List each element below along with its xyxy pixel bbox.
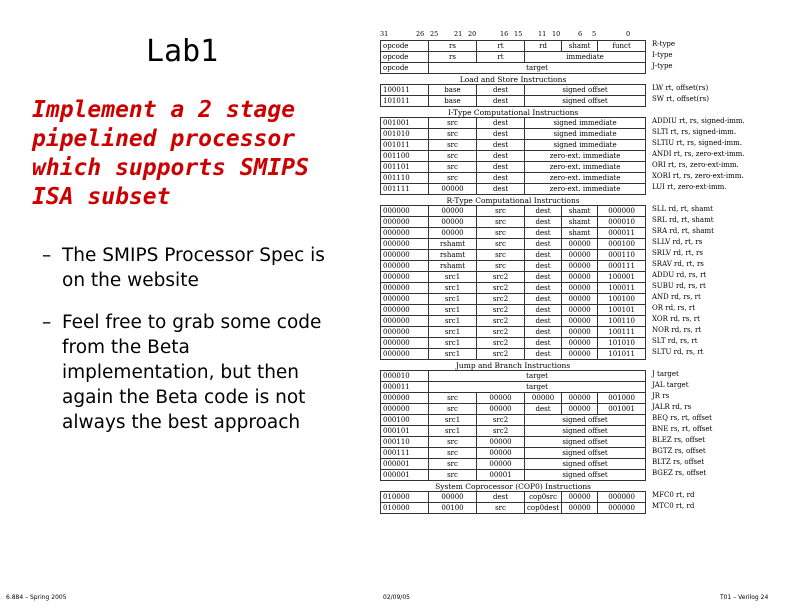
field-cell: 000000 xyxy=(598,492,646,503)
encoding-row xyxy=(381,63,646,74)
field-cell: rt xyxy=(477,41,525,52)
opcode-cell: opcode xyxy=(381,63,429,74)
field-cell: 00000 xyxy=(562,250,598,261)
instruction-mnemonic: SW rt, offset(rs) xyxy=(652,95,709,103)
field-cell: 00000 xyxy=(562,338,598,349)
field-cell: 00100 xyxy=(429,503,477,514)
field-cell: 000010 xyxy=(598,217,646,228)
field-cell: dest xyxy=(525,261,562,272)
slide-title: Lab1 xyxy=(146,34,219,69)
field-cell: rs xyxy=(429,52,477,63)
field-cell: src1 xyxy=(429,426,477,437)
opcode-cell: 001010 xyxy=(381,129,429,140)
field-cell: dest xyxy=(525,272,562,283)
field-cell: src1 xyxy=(429,305,477,316)
smips-isa-table-figure xyxy=(372,30,652,598)
field-cell: src xyxy=(429,162,477,173)
encoding-row xyxy=(381,217,646,228)
section-header-text: R-Type Computational Instructions xyxy=(446,195,580,205)
field-cell: target xyxy=(429,63,646,74)
encoding-row xyxy=(381,239,646,250)
bullet-beta xyxy=(42,310,342,435)
section-header xyxy=(381,107,646,118)
field-cell: dest xyxy=(477,151,525,162)
opcode-cell: 000111 xyxy=(381,448,429,459)
field-cell: src1 xyxy=(429,294,477,305)
encoding-row xyxy=(381,492,646,503)
opcode-cell: 001011 xyxy=(381,140,429,151)
field-cell: rshamt xyxy=(429,261,477,272)
bullet-text: Feel free to grab some code from the Beta implementation, but then again the Beta code is not always the best approach xyxy=(62,312,322,433)
field-cell: src xyxy=(429,140,477,151)
encoding-row xyxy=(381,459,646,470)
instruction-mnemonic: BGEZ rs, offset xyxy=(652,469,707,477)
field-cell: dest xyxy=(525,294,562,305)
instruction-mnemonic: LW rt, offset(rs) xyxy=(652,84,709,92)
section-header xyxy=(381,74,646,85)
field-cell: signed immediate xyxy=(525,140,646,151)
field-cell: dest xyxy=(525,316,562,327)
instruction-mnemonic: MTC0 rt, rd xyxy=(652,502,695,510)
field-cell: src xyxy=(477,217,525,228)
field-cell: 00000 xyxy=(429,217,477,228)
bit-label: 16 xyxy=(500,30,509,38)
opcode-cell: 000000 xyxy=(381,250,429,261)
encoding-row xyxy=(381,272,646,283)
opcode-cell: 001110 xyxy=(381,173,429,184)
instruction-mnemonic: XORI rt, rs, zero-ext-imm. xyxy=(652,172,744,180)
field-cell: 100110 xyxy=(598,316,646,327)
field-cell: cop0dest xyxy=(525,503,562,514)
field-cell: dest xyxy=(525,217,562,228)
field-cell: rshamt xyxy=(429,239,477,250)
field-cell: 100011 xyxy=(598,283,646,294)
instruction-mnemonic: BGTZ rs, offset xyxy=(652,447,706,455)
instruction-mnemonic: SLLV rd, rt, rs xyxy=(652,238,703,246)
field-cell: signed immediate xyxy=(525,129,646,140)
opcode-cell: 000000 xyxy=(381,272,429,283)
field-cell: 00000 xyxy=(562,503,598,514)
field-cell: 00000 xyxy=(429,206,477,217)
encoding-row xyxy=(381,393,646,404)
opcode-cell: 000000 xyxy=(381,349,429,360)
field-cell: funct xyxy=(598,41,646,52)
instruction-mnemonic: SRL rd, rt, shamt xyxy=(652,216,714,224)
field-cell: signed offset xyxy=(525,85,646,96)
field-cell: rshamt xyxy=(429,250,477,261)
encoding-row xyxy=(381,96,646,107)
field-cell: dest xyxy=(477,85,525,96)
instruction-mnemonic: SRLV rd, rt, rs xyxy=(652,249,703,257)
field-cell: rd xyxy=(525,41,562,52)
bit-label: 31 xyxy=(380,30,389,38)
instruction-mnemonic: ADDIU rt, rs, signed-imm. xyxy=(652,117,745,125)
field-cell: dest xyxy=(525,283,562,294)
instruction-mnemonic: BNE rs, rt, offset xyxy=(652,425,713,433)
field-cell: src xyxy=(429,118,477,129)
bit-label: 25 xyxy=(430,30,439,38)
field-cell: src1 xyxy=(429,349,477,360)
instruction-mnemonic: ORI rt, rs, zero-ext-imm. xyxy=(652,161,739,169)
field-cell: src xyxy=(429,448,477,459)
field-cell: 00000 xyxy=(477,448,525,459)
instruction-mnemonic: SRA rd, rt, shamt xyxy=(652,227,714,235)
instruction-mnemonic: J-type xyxy=(652,62,673,70)
opcode-cell: 000000 xyxy=(381,239,429,250)
field-cell: src xyxy=(429,173,477,184)
section-header xyxy=(381,481,646,492)
field-cell: dest xyxy=(525,228,562,239)
encoding-row xyxy=(381,41,646,52)
opcode-cell: 000000 xyxy=(381,327,429,338)
encoding-row xyxy=(381,327,646,338)
field-cell: 100001 xyxy=(598,272,646,283)
footer-course: 6.884 – Spring 2005 xyxy=(6,594,67,601)
opcode-cell: 001111 xyxy=(381,184,429,195)
encoding-row xyxy=(381,316,646,327)
field-cell: 101011 xyxy=(598,349,646,360)
opcode-cell: opcode xyxy=(381,41,429,52)
encoding-row xyxy=(381,52,646,63)
instruction-mnemonic: JAL target xyxy=(652,381,689,389)
field-cell: 000000 xyxy=(598,503,646,514)
encoding-row xyxy=(381,162,646,173)
bit-label: 5 xyxy=(592,30,597,38)
instruction-mnemonic: SLTU rd, rs, rt xyxy=(652,348,704,356)
encoding-row xyxy=(381,151,646,162)
instruction-mnemonic: SLTI rt, rs, signed-imm. xyxy=(652,128,737,136)
opcode-cell: 001101 xyxy=(381,162,429,173)
encoding-row xyxy=(381,470,646,481)
field-cell: shamt xyxy=(562,206,598,217)
opcode-cell: 000001 xyxy=(381,459,429,470)
instruction-mnemonic: I-type xyxy=(652,51,673,59)
opcode-cell: 010000 xyxy=(381,492,429,503)
field-cell: src1 xyxy=(429,415,477,426)
footer-page: T01 – Verilog 24 xyxy=(720,594,769,601)
opcode-cell: 000000 xyxy=(381,228,429,239)
instruction-mnemonic: AND rd, rs, rt xyxy=(652,293,701,301)
encoding-row xyxy=(381,118,646,129)
field-cell: dest xyxy=(477,96,525,107)
field-cell: signed offset xyxy=(525,470,646,481)
bit-label: 10 xyxy=(552,30,561,38)
field-cell: signed immediate xyxy=(525,118,646,129)
encoding-row xyxy=(381,305,646,316)
instruction-mnemonic: JR rs xyxy=(652,392,670,400)
field-cell: src xyxy=(477,503,525,514)
opcode-cell: 000000 xyxy=(381,404,429,415)
field-cell: 00000 xyxy=(429,228,477,239)
bit-label: 11 xyxy=(538,30,547,38)
field-cell: src xyxy=(477,228,525,239)
encoding-row xyxy=(381,250,646,261)
field-cell: dest xyxy=(477,140,525,151)
field-cell: 100101 xyxy=(598,305,646,316)
opcode-cell: 000010 xyxy=(381,371,429,382)
field-cell: 00000 xyxy=(477,459,525,470)
field-cell: 00000 xyxy=(562,327,598,338)
field-cell: 00000 xyxy=(477,437,525,448)
instruction-mnemonic: BLTZ rs, offset xyxy=(652,458,705,466)
field-cell: signed offset xyxy=(525,448,646,459)
instruction-mnemonic: ANDI rt, rs, zero-ext-imm. xyxy=(652,150,745,158)
field-cell: 00000 xyxy=(429,492,477,503)
field-cell: rt xyxy=(477,52,525,63)
instruction-mnemonic: SRAV rd, rt, rs xyxy=(652,260,704,268)
instruction-mnemonic: SLTIU rt, rs, signed-imm. xyxy=(652,139,742,147)
encoding-row xyxy=(381,206,646,217)
opcode-cell: 000000 xyxy=(381,338,429,349)
opcode-cell: 001100 xyxy=(381,151,429,162)
field-cell: dest xyxy=(525,305,562,316)
field-cell: dest xyxy=(525,327,562,338)
bit-label: 6 xyxy=(578,30,583,38)
field-cell: 000100 xyxy=(598,239,646,250)
encoding-row xyxy=(381,338,646,349)
field-cell: dest xyxy=(525,206,562,217)
field-cell: signed offset xyxy=(525,459,646,470)
field-cell: 00000 xyxy=(562,294,598,305)
instruction-mnemonic: NOR rd, rs, rt xyxy=(652,326,702,334)
field-cell: dest xyxy=(477,129,525,140)
field-cell: 00000 xyxy=(562,316,598,327)
field-cell: src2 xyxy=(477,283,525,294)
field-cell: immediate xyxy=(525,52,646,63)
field-cell: 00000 xyxy=(562,492,598,503)
field-cell: 000011 xyxy=(598,228,646,239)
field-cell: src xyxy=(429,437,477,448)
field-cell: dest xyxy=(525,338,562,349)
bullet-spec xyxy=(42,243,342,293)
field-cell: dest xyxy=(477,162,525,173)
field-cell: 00000 xyxy=(562,349,598,360)
field-cell: src2 xyxy=(477,349,525,360)
field-cell: 100100 xyxy=(598,294,646,305)
field-cell: src2 xyxy=(477,327,525,338)
field-cell: dest xyxy=(525,250,562,261)
field-cell: shamt xyxy=(562,41,598,52)
instruction-mnemonic: SLL rd, rt, shamt xyxy=(652,205,713,213)
field-cell: src2 xyxy=(477,316,525,327)
field-cell: 000110 xyxy=(598,250,646,261)
encoding-row xyxy=(381,184,646,195)
field-cell: base xyxy=(429,96,477,107)
opcode-cell: opcode xyxy=(381,52,429,63)
field-cell: src xyxy=(429,404,477,415)
section-header xyxy=(381,195,646,206)
section-header-text: I-Type Computational Instructions xyxy=(447,107,579,117)
field-cell: 00000 xyxy=(562,272,598,283)
footer-date: 02/09/05 xyxy=(383,594,410,601)
instruction-mnemonic: J target xyxy=(652,370,679,378)
bullet-dash: – xyxy=(42,245,52,266)
encoding-row xyxy=(381,382,646,393)
field-cell: dest xyxy=(477,118,525,129)
bit-label: 0 xyxy=(626,30,631,38)
field-cell: shamt xyxy=(562,228,598,239)
field-cell: 001001 xyxy=(598,404,646,415)
slide-subtitle: Implement a 2 stage pipelined processor which supports SMIPS ISA subset xyxy=(32,97,309,210)
field-cell: src2 xyxy=(477,426,525,437)
field-cell: dest xyxy=(525,349,562,360)
field-cell: src xyxy=(429,470,477,481)
opcode-cell: 000000 xyxy=(381,283,429,294)
encoding-row xyxy=(381,140,646,151)
encoding-row xyxy=(381,503,646,514)
field-cell: src xyxy=(429,459,477,470)
opcode-cell: 000000 xyxy=(381,294,429,305)
encoding-row xyxy=(381,349,646,360)
field-cell: signed offset xyxy=(525,437,646,448)
encoding-row xyxy=(381,85,646,96)
opcode-cell: 000000 xyxy=(381,217,429,228)
opcode-cell: 000100 xyxy=(381,415,429,426)
opcode-cell: 000000 xyxy=(381,305,429,316)
field-cell: signed offset xyxy=(525,96,646,107)
opcode-cell: 000110 xyxy=(381,437,429,448)
field-cell: target xyxy=(429,371,646,382)
field-cell: src xyxy=(477,250,525,261)
instruction-mnemonic: LUI rt, zero-ext-imm. xyxy=(652,183,727,191)
field-cell: src xyxy=(477,239,525,250)
field-cell: 00000 xyxy=(525,393,562,404)
encoding-row xyxy=(381,261,646,272)
instruction-mnemonic: XOR rd, rs, rt xyxy=(652,315,700,323)
field-cell: dest xyxy=(525,404,562,415)
field-cell: src2 xyxy=(477,305,525,316)
field-cell: src1 xyxy=(429,283,477,294)
instruction-mnemonic: SUBU rd, rs, rt xyxy=(652,282,706,290)
field-cell: 00000 xyxy=(477,393,525,404)
encoding-row xyxy=(381,283,646,294)
field-cell: 00000 xyxy=(562,305,598,316)
field-cell: src xyxy=(429,151,477,162)
opcode-cell: 000000 xyxy=(381,393,429,404)
bit-label: 15 xyxy=(514,30,523,38)
field-cell: src2 xyxy=(477,272,525,283)
field-cell: src2 xyxy=(477,338,525,349)
isa-encoding-table xyxy=(380,40,646,514)
section-header-text: Jump and Branch Instructions xyxy=(455,360,571,370)
instruction-mnemonic: BEQ rs, rt, offset xyxy=(652,414,712,422)
encoding-row xyxy=(381,437,646,448)
field-cell: src1 xyxy=(429,316,477,327)
field-cell: shamt xyxy=(562,217,598,228)
field-cell: dest xyxy=(477,173,525,184)
opcode-cell: 100011 xyxy=(381,85,429,96)
opcode-cell: 000000 xyxy=(381,316,429,327)
encoding-row xyxy=(381,294,646,305)
bit-positions xyxy=(372,30,652,40)
bullet-text: The SMIPS Processor Spec is on the website xyxy=(62,245,325,291)
instruction-mnemonic: OR rd, rs, rt xyxy=(652,304,696,312)
encoding-row xyxy=(381,404,646,415)
field-cell: src xyxy=(477,261,525,272)
bit-label: 20 xyxy=(468,30,477,38)
encoding-row xyxy=(381,448,646,459)
field-cell: 00000 xyxy=(562,261,598,272)
field-cell: 00000 xyxy=(477,404,525,415)
opcode-cell: 000101 xyxy=(381,426,429,437)
section-header-text: Load and Store Instructions xyxy=(459,74,567,84)
field-cell: 00001 xyxy=(477,470,525,481)
field-cell: src1 xyxy=(429,327,477,338)
encoding-row xyxy=(381,415,646,426)
section-header xyxy=(381,360,646,371)
field-cell: src1 xyxy=(429,338,477,349)
field-cell: dest xyxy=(477,184,525,195)
bullet-dash: – xyxy=(42,312,52,333)
instruction-mnemonic: BLEZ rs, offset xyxy=(652,436,706,444)
field-cell: 100111 xyxy=(598,327,646,338)
field-cell: cop0src xyxy=(525,492,562,503)
bit-label: 21 xyxy=(454,30,463,38)
field-cell: 00000 xyxy=(429,184,477,195)
field-cell: base xyxy=(429,85,477,96)
field-cell: zero-ext. immediate xyxy=(525,173,646,184)
encoding-row xyxy=(381,173,646,184)
opcode-cell: 000000 xyxy=(381,261,429,272)
field-cell: src2 xyxy=(477,415,525,426)
encoding-row xyxy=(381,371,646,382)
instruction-mnemonic: R-type xyxy=(652,40,676,48)
field-cell: src1 xyxy=(429,272,477,283)
opcode-cell: 000001 xyxy=(381,470,429,481)
encoding-row xyxy=(381,228,646,239)
field-cell: dest xyxy=(477,492,525,503)
field-cell: rs xyxy=(429,41,477,52)
field-cell: src xyxy=(477,206,525,217)
instruction-mnemonic: MFC0 rt, rd xyxy=(652,491,695,499)
field-cell: target xyxy=(429,382,646,393)
field-cell: 00000 xyxy=(562,283,598,294)
encoding-row xyxy=(381,426,646,437)
instruction-mnemonic: SLT rd, rs, rt xyxy=(652,337,698,345)
field-cell: src xyxy=(429,129,477,140)
opcode-cell: 001001 xyxy=(381,118,429,129)
opcode-cell: 101011 xyxy=(381,96,429,107)
field-cell: zero-ext. immediate xyxy=(525,184,646,195)
field-cell: 101010 xyxy=(598,338,646,349)
field-cell: zero-ext. immediate xyxy=(525,151,646,162)
field-cell: 000111 xyxy=(598,261,646,272)
field-cell: src2 xyxy=(477,294,525,305)
instruction-mnemonic: JALR rd, rs xyxy=(652,403,692,411)
field-cell: signed offset xyxy=(525,426,646,437)
field-cell: 00000 xyxy=(562,239,598,250)
field-cell: zero-ext. immediate xyxy=(525,162,646,173)
field-cell: 00000 xyxy=(562,404,598,415)
field-cell: dest xyxy=(525,239,562,250)
bit-label: 26 xyxy=(416,30,425,38)
field-cell: 000000 xyxy=(598,206,646,217)
field-cell: 001000 xyxy=(598,393,646,404)
opcode-cell: 000000 xyxy=(381,206,429,217)
field-cell: src xyxy=(429,393,477,404)
field-cell: signed offset xyxy=(525,415,646,426)
opcode-cell: 010000 xyxy=(381,503,429,514)
section-header-text: System Coprocessor (COP0) Instructions xyxy=(435,481,592,491)
instruction-mnemonic: ADDU rd, rs, rt xyxy=(652,271,707,279)
opcode-cell: 000011 xyxy=(381,382,429,393)
encoding-row xyxy=(381,129,646,140)
field-cell: 00000 xyxy=(562,393,598,404)
